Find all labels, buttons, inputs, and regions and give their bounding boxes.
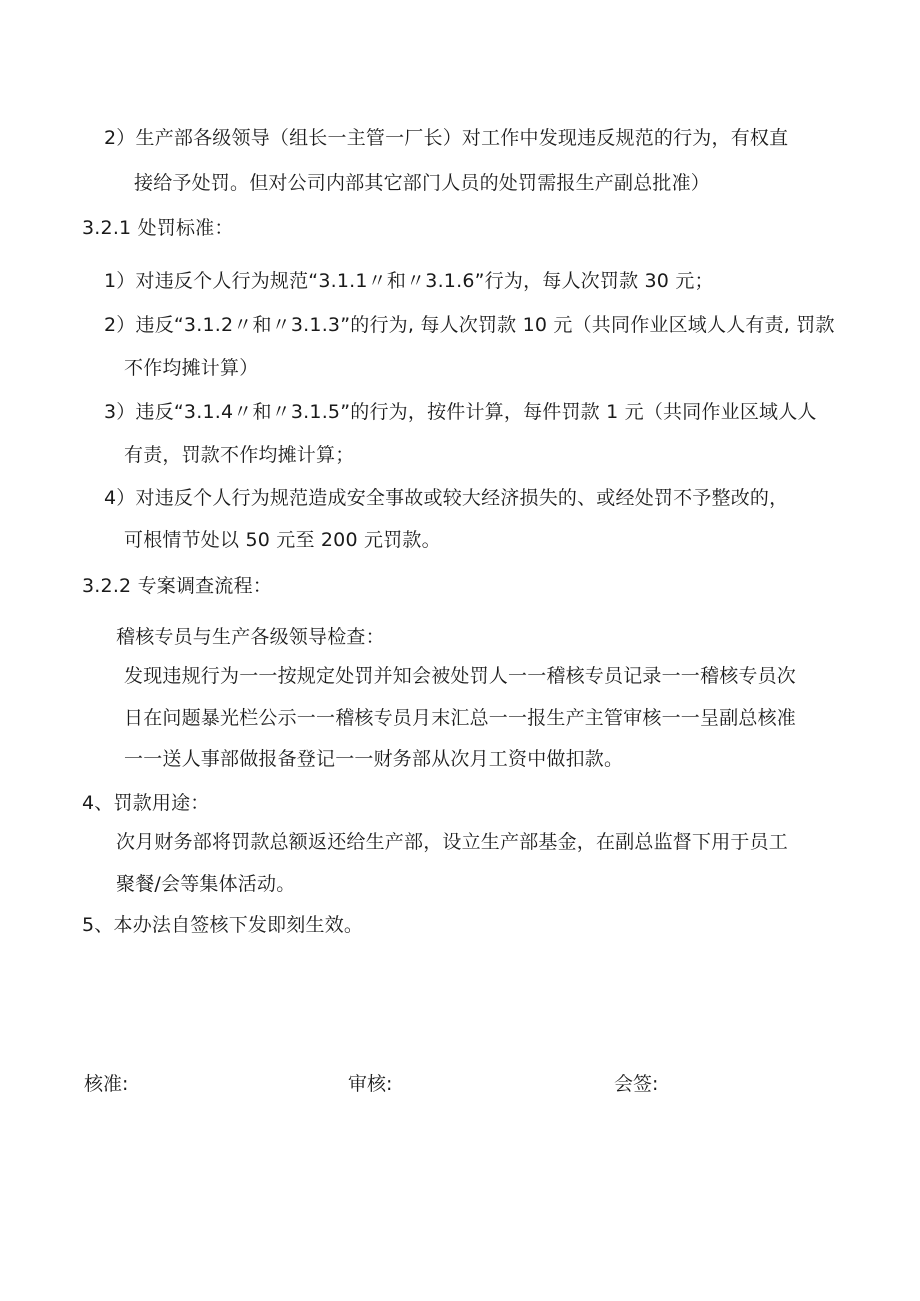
standard-2-line2: 不作均摊计算） — [124, 357, 259, 379]
countersign-label: 会签: — [614, 1073, 659, 1095]
item-2-line1: 2）生产部各级领导（组长一主管一厂长）对工作中发现违反规范的行为，有权直 — [104, 127, 789, 149]
section-5: 5、本办法自签核下发即刻生效。 — [82, 914, 364, 936]
item-2-line2: 接给予处罚。但对公司内部其它部门人员的处罚需报生产副总批准） — [134, 172, 711, 194]
flow-intro: 稽核专员与生产各级领导检查： — [116, 626, 385, 648]
section-3-2-2-heading: 3.2.2 专案调查流程： — [82, 575, 272, 597]
standard-4-line2: 可根情节处以 50 元至 200 元罚款。 — [124, 529, 441, 551]
standard-1: 1）对违反个人行为规范“3.1.1〃和〃3.1.6”行为，每人次罚款 30 元； — [104, 270, 714, 292]
review-label: 审核: — [348, 1073, 393, 1095]
section-4-heading: 4、罚款用途： — [82, 792, 210, 814]
usage-line2: 聚餐/会等集体活动。 — [116, 873, 296, 895]
flow-line3: 一一送人事部做报备登记一一财务部从次月工资中做扣款。 — [124, 748, 624, 770]
standard-2-line1: 2）违反“3.1.2〃和〃3.1.3”的行为, 每人次罚款 10 元（共同作业区域人人有责, 罚款 — [104, 314, 835, 336]
standard-3-line1: 3）违反“3.1.4〃和〃3.1.5”的行为，按件计算，每件罚款 1 元（共同作业区域人人 — [104, 401, 817, 423]
flow-line1: 发现违规行为一一按规定处罚并知会被处罚人一一稽核专员记录一一稽核专员次 — [124, 665, 797, 687]
approve-label: 核准: — [84, 1073, 129, 1095]
flow-line2: 日在问题暴光栏公示一一稽核专员月末汇总一一报生产主管审核一一呈副总核准 — [124, 707, 797, 729]
usage-line1: 次月财务部将罚款总额返还给生产部，设立生产部基金，在副总监督下用于员工 — [116, 831, 789, 853]
standard-4-line1: 4）对违反个人行为规范造成安全事故或较大经济损失的、或经处罚不予整改的， — [104, 487, 789, 509]
standard-3-line2: 有责，罚款不作均摊计算； — [124, 444, 355, 466]
section-3-2-1-heading: 3.2.1 处罚标准： — [82, 217, 234, 239]
